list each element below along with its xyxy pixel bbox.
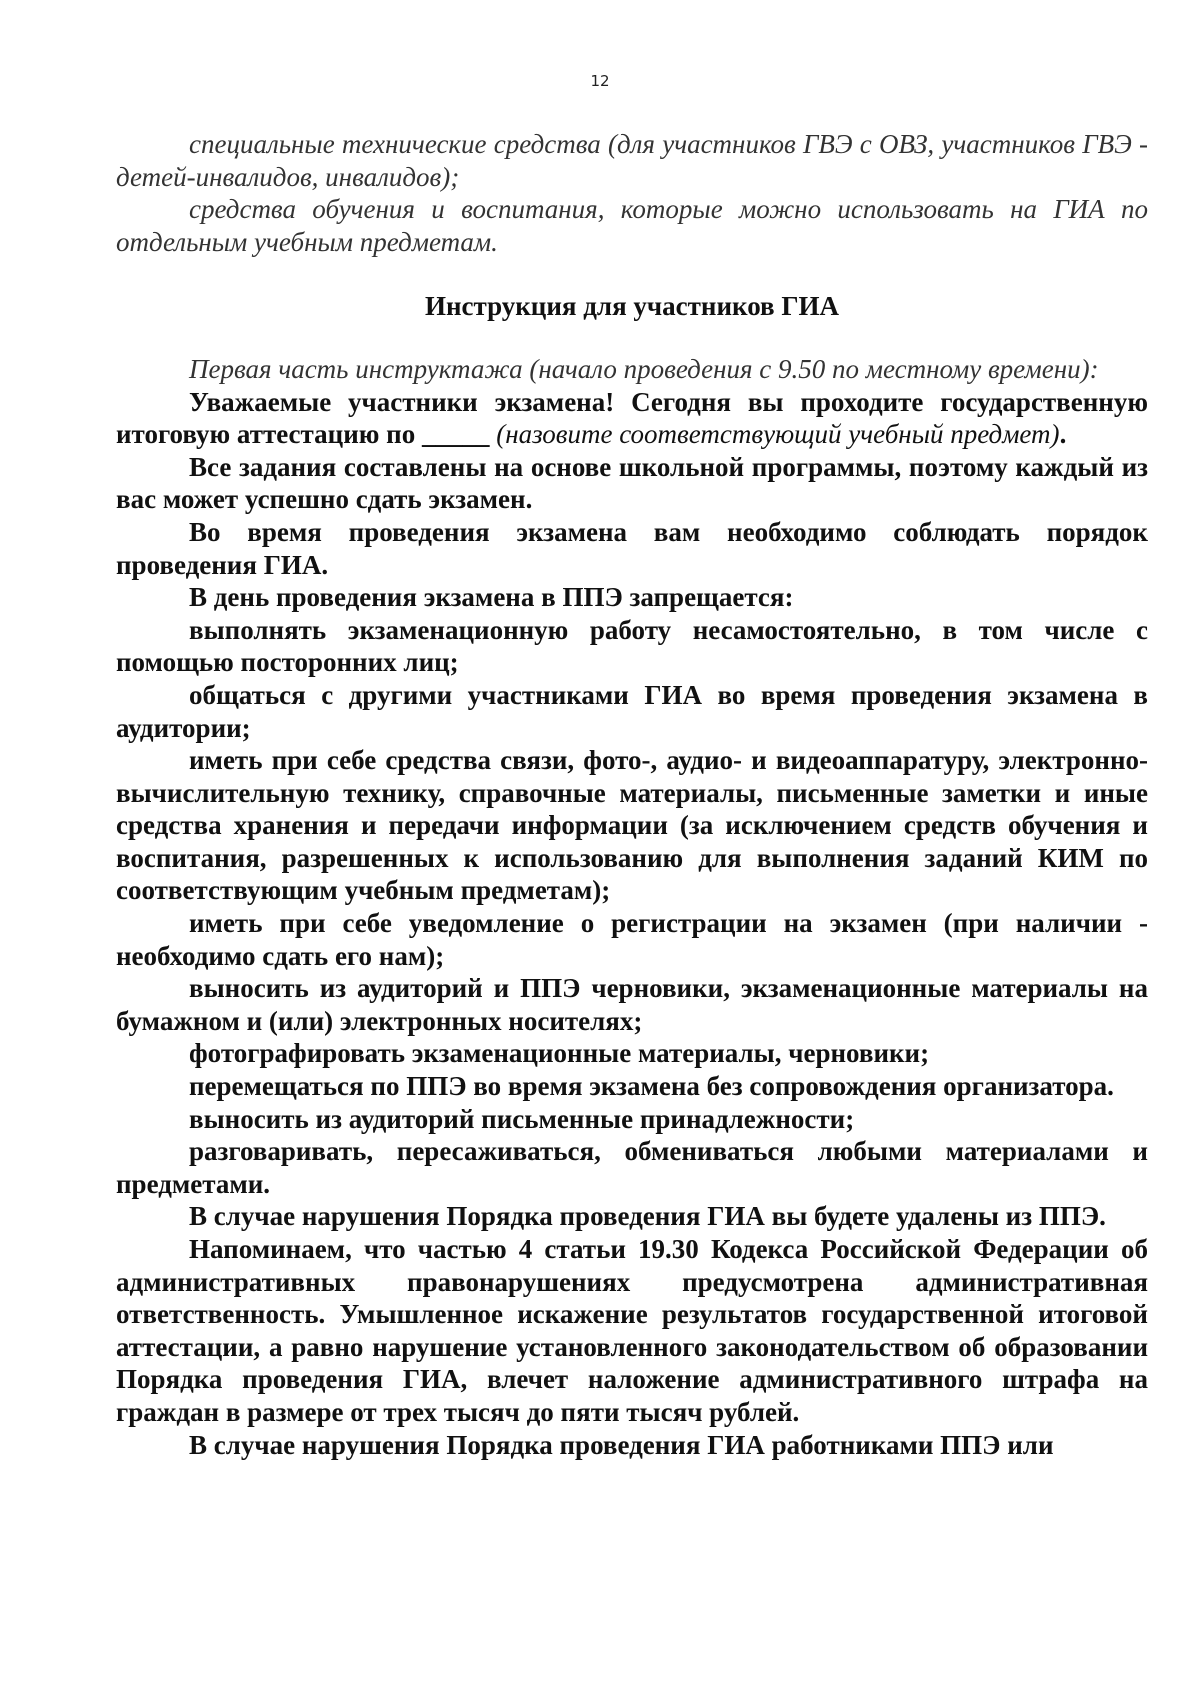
prohibition-item: иметь при себе средства связи, фото-, аудио- и видеоаппаратуру, электронно-вычислительную технику, справочные материалы, письменные заметки и иные средства хранения и передачи информации (за исключением средств обучения и воспитания, разрешенных к использованию для выполнения заданий КИМ по соответствующим учебным предметам); (116, 745, 1148, 906)
document-body (116, 128, 1148, 1461)
section-title: Инструкция для участников ГИА (424, 291, 840, 322)
prohibition-item: выносить из аудиторий и ППЭ черновики, экзаменационные материалы на бумажном и (или) электронных носителях; (116, 973, 1148, 1036)
instruction-part-intro: Первая часть инструктажа (начало проведения с 9.50 по местному времени): (189, 353, 1099, 384)
prohibition-item: выносить из аудиторий письменные принадлежности; (189, 1103, 855, 1134)
instruction-paragraph: В случае нарушения Порядка проведения ГИА вы будете удалены из ППЭ. (189, 1201, 1106, 1232)
greeting-paragraph (116, 386, 1148, 451)
greeting-text: Уважаемые участники экзамена! Сегодня вы проходите государственную итоговую аттестацию по (116, 386, 1148, 450)
prohibition-item: перемещаться по ППЭ во время экзамена без сопровождения организатора. (189, 1071, 1114, 1102)
instruction-paragraph: Все задания составлены на основе школьной программы, поэтому каждый из вас может успешно сдать экзамен. (116, 451, 1148, 515)
prohibition-item: общаться с другими участниками ГИА во время проведения экзамена в аудитории; (116, 679, 1148, 743)
instruction-paragraph: В случае нарушения Порядка проведения ГИА работниками ППЭ или (189, 1429, 1054, 1460)
prohibition-item: фотографировать экзаменационные материалы, черновики; (189, 1038, 930, 1069)
instruction-paragraph: Во время проведения экзамена вам необходимо соблюдать порядок проведения ГИА. (116, 516, 1148, 580)
intro-paragraph-2: средства обучения и воспитания, которые можно использовать на ГИА по отдельным учебным предметам. (116, 194, 1148, 257)
instruction-paragraph: В день проведения экзамена в ППЭ запрещается: (189, 582, 794, 613)
greeting-end: . (1059, 419, 1067, 450)
page-number: 12 (590, 72, 610, 90)
subject-blank: _____ (421, 419, 490, 450)
prohibition-item: выполнять экзаменационную работу несамостоятельно, в том числе с помощью посторонних лиц; (116, 614, 1148, 678)
subject-note: (назовите соответствующий учебный предмет) (489, 419, 1060, 450)
instruction-paragraph: Напоминаем, что частью 4 статьи 19.30 Кодекса Российской Федерации об административных правонарушениях предусмотрена административная ответственность. Умышленное искажение результатов государственной итоговой аттестации, а равно нарушение установленного законодательством об образовании Порядка проведения ГИА, влечет наложение административного штрафа на граждан в размере от трех тысяч до пяти тысяч рублей. (116, 1234, 1148, 1427)
prohibition-item: иметь при себе уведомление о регистрации на экзамен (при наличии - необходимо сдать его нам); (116, 908, 1148, 971)
prohibition-item: разговаривать, пересаживаться, обмениваться любыми материалами и предметами. (116, 1136, 1148, 1199)
intro-paragraph-1: специальные технические средства (для участников ГВЭ с ОВЗ, участников ГВЭ - детей-инвалидов, инвалидов); (116, 129, 1148, 192)
